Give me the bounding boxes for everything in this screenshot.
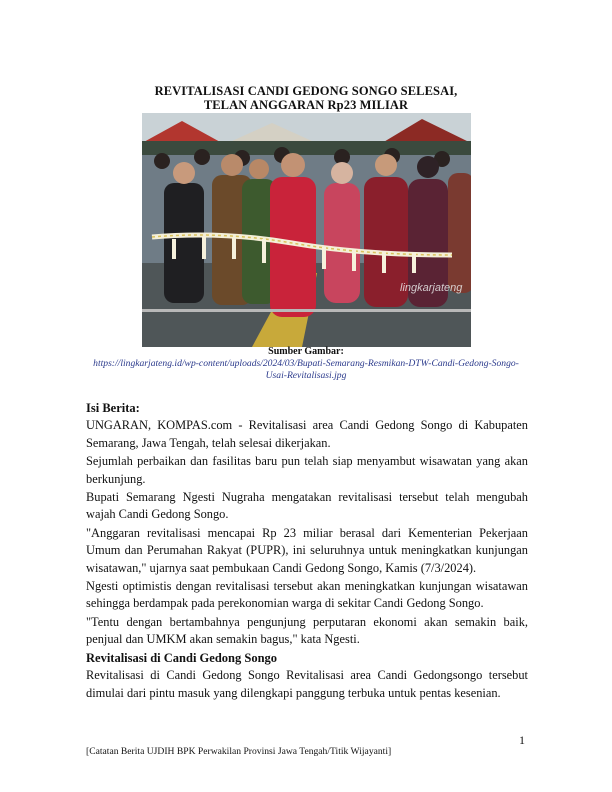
section-heading-isi-berita: Isi Berita: bbox=[86, 401, 140, 415]
image-caption-label: Sumber Gambar: bbox=[268, 346, 344, 357]
article-paragraph: Revitalisasi di Candi Gedong Songo Revitalisasi area Candi Gedongsongo tersebut dimulai dari pintu masuk yang dilengkapi panggung terbuka untuk pentas kesenian. bbox=[86, 668, 528, 700]
title-line-2: TELAN ANGGARAN Rp23 MILIAR bbox=[203, 98, 409, 112]
article-paragraph: "Tentu dengan bertambahnya pengunjung perputaran ekonomi akan semakin baik, penjual dan UMKM akan semakin bagus," kata Ngesti. bbox=[86, 614, 528, 647]
title-line-1: REVITALISASI CANDI GEDONG SONGO SELESAI, bbox=[154, 84, 458, 98]
image-source-link[interactable]: https://lingkarjateng.id/wp-content/uploads/2024/03/Bupati-Semarang-Resmikan-DTW-Candi-Gedong-Songo-Usai-Revitalisasi.jpg bbox=[93, 358, 519, 381]
article-body bbox=[86, 400, 528, 703]
article-paragraph: Bupati Semarang Ngesti Nugraha mengatakan revitalisasi tersebut telah mengubah wajah Candi Gedong Songo. bbox=[86, 490, 528, 522]
article-title bbox=[0, 84, 612, 112]
section-heading-revitalisasi: Revitalisasi di Candi Gedong Songo bbox=[86, 650, 278, 665]
article-paragraph: UNGARAN, KOMPAS.com - Revitalisasi area Candi Gedong Songo di Kabupaten Semarang, Jawa Tengah, telah selesai dikerjakan. bbox=[86, 418, 528, 450]
article-paragraph: Sejumlah perbaikan dan fasilitas baru pun telah siap menyambut wisawatan yang akan berkunjung. bbox=[86, 454, 528, 486]
article-paragraph: Ngesti optimistis dengan revitalisasi tersebut akan meningkatkan kunjungan wisatawan sehingga berdampak pada perekonomian warga di sekitar Candi Gedong Songo. bbox=[86, 579, 528, 611]
page-number: 1 bbox=[519, 733, 525, 747]
page-footer: [Catatan Berita UJDIH BPK Perwakilan Provinsi Jawa Tengah/Titik Wijayanti] bbox=[86, 746, 392, 757]
photo-watermark: lingkarjateng bbox=[400, 282, 463, 294]
article-paragraph: "Anggaran revitalisasi mencapai Rp 23 miliar berasal dari Kementerian Pekerjaan Umum dan Perumahan Rakyat (PUPR), ini seluruhnya untuk meningkatkan kunjungan wisatawan," ujarnya saat pembukaan Candi Gedong Songo, Kamis (7/3/2024). bbox=[86, 525, 528, 575]
news-photo bbox=[142, 113, 471, 347]
